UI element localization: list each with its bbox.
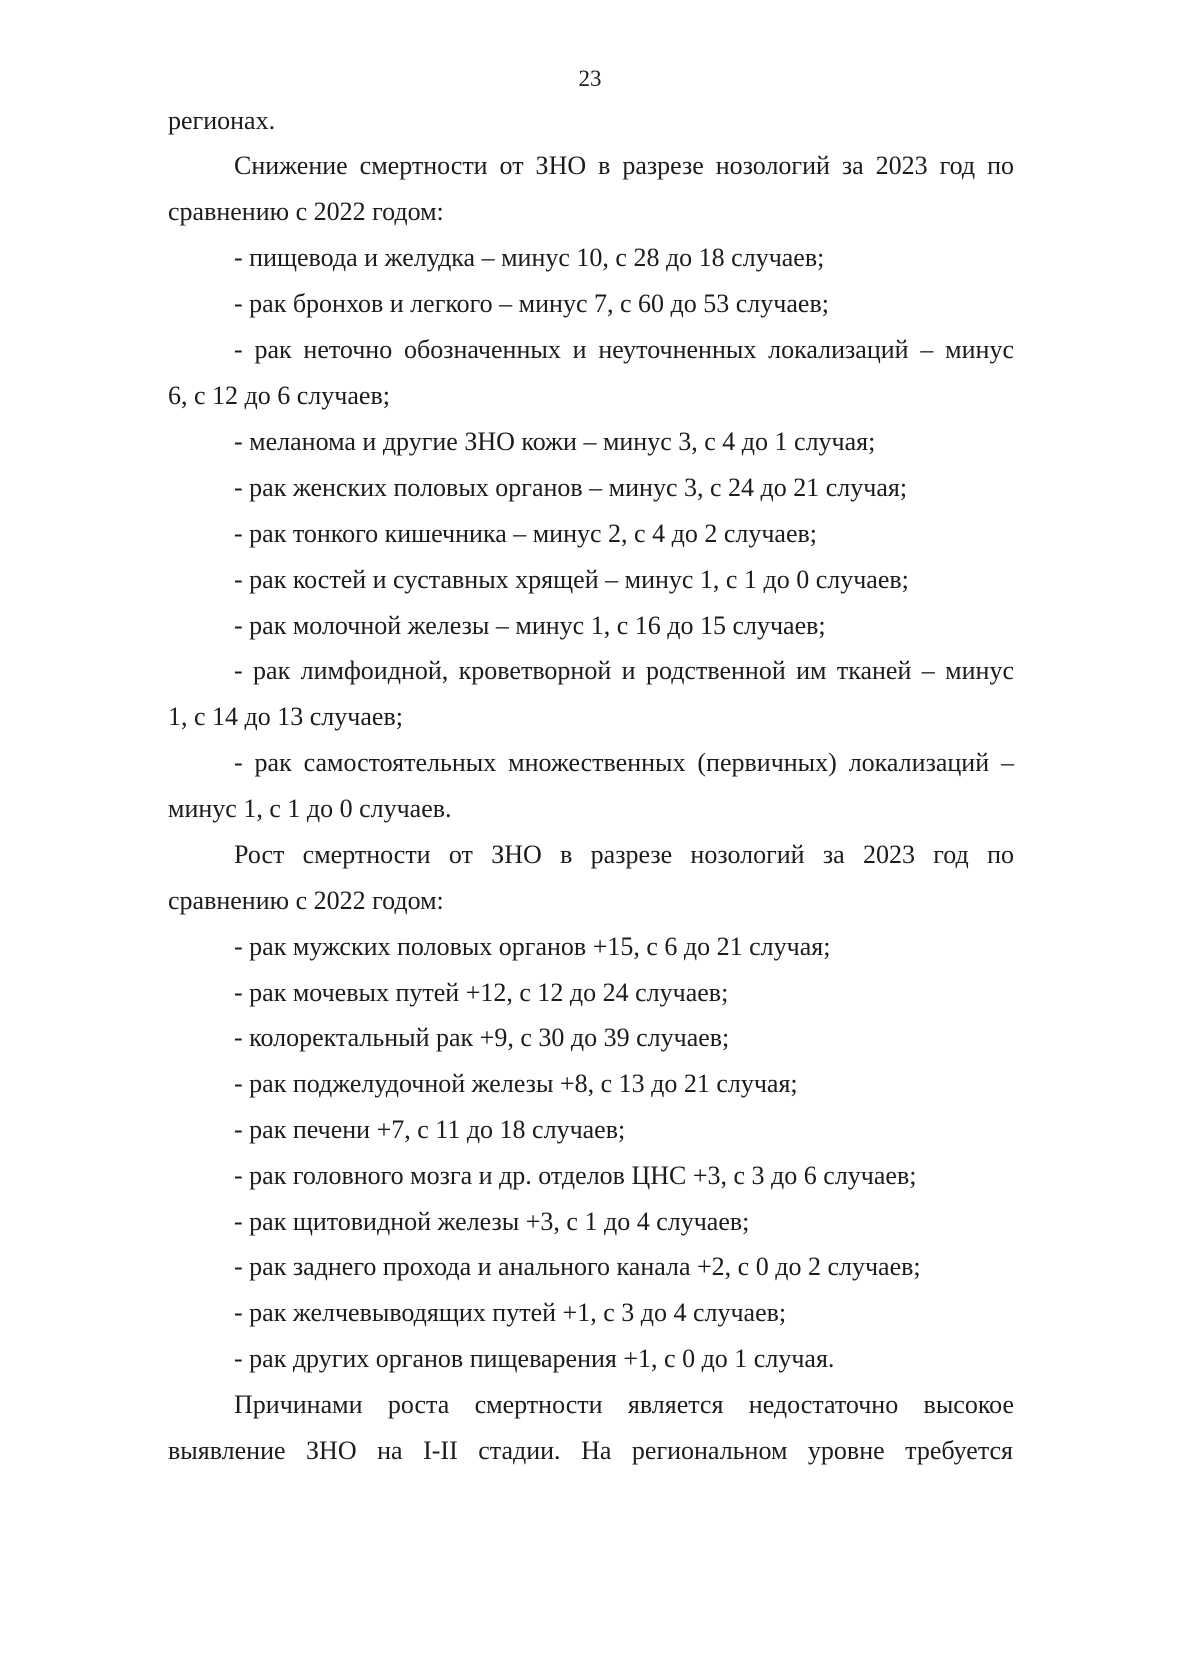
list-item: - рак самостоятельных множественных (первичных) локализаций –	[234, 748, 1014, 777]
list-item: - рак тонкого кишечника – минус 2, с 4 до 2 случаев;	[234, 519, 817, 548]
text-line: регионах.	[168, 106, 276, 135]
list-item: - колоректальный рак +9, с 30 до 39 случаев;	[234, 1023, 730, 1052]
text-line: сравнению с 2022 годом:	[168, 886, 444, 915]
text-line: выявление ЗНО на I-II стадии. На региональном уровне требуется	[168, 1436, 1013, 1465]
list-item: - рак женских половых органов – минус 3, с 24 до 21 случая;	[234, 473, 908, 502]
list-item: - пищевода и желудка – минус 10, с 28 до 18 случаев;	[234, 243, 825, 272]
paragraph-heading-decrease: Снижение смертности от ЗНО в разрезе нозологий за 2023 год по	[234, 151, 1014, 180]
list-item: - рак лимфоидной, кроветворной и родственной им тканей – минус	[234, 656, 1014, 685]
list-item: - рак других органов пищеварения +1, с 0 до 1 случая.	[234, 1344, 835, 1373]
list-item: - рак печени +7, с 11 до 18 случаев;	[234, 1115, 626, 1144]
text-line: сравнению с 2022 годом:	[168, 197, 444, 226]
list-item: - рак головного мозга и др. отделов ЦНС +3, с 3 до 6 случаев;	[234, 1161, 917, 1190]
list-item: - рак щитовидной железы +3, с 1 до 4 случаев;	[234, 1207, 750, 1236]
list-item: - рак мочевых путей +12, с 12 до 24 случаев;	[234, 978, 729, 1007]
paragraph-conclusion: Причинами роста смертности является недостаточно высокое	[234, 1390, 1014, 1419]
page-number: 23	[578, 66, 602, 91]
list-item-continuation: 1, с 14 до 13 случаев;	[168, 702, 403, 731]
list-item-continuation: 6, с 12 до 6 случаев;	[168, 381, 390, 410]
list-item: - рак мужских половых органов +15, с 6 до 21 случая;	[234, 932, 831, 961]
paragraph-heading-increase: Рост смертности от ЗНО в разрезе нозологий за 2023 год по	[234, 840, 1014, 869]
list-item: - рак желчевыводящих путей +1, с 3 до 4 случаев;	[234, 1298, 787, 1327]
list-item: - рак заднего прохода и анального канала +2, с 0 до 2 случаев;	[234, 1252, 921, 1281]
list-item: - рак неточно обозначенных и неуточненных локализаций – минус	[234, 335, 1014, 364]
list-item: - рак бронхов и легкого – минус 7, с 60 до 53 случаев;	[234, 289, 829, 318]
list-item-continuation: минус 1, с 1 до 0 случаев.	[168, 794, 452, 823]
list-item: - рак поджелудочной железы +8, с 13 до 21 случая;	[234, 1069, 798, 1098]
list-item: - рак молочной железы – минус 1, с 16 до 15 случаев;	[234, 611, 826, 640]
list-item: - рак костей и суставных хрящей – минус 1, с 1 до 0 случаев;	[234, 565, 909, 594]
list-item: - меланома и другие ЗНО кожи – минус 3, с 4 до 1 случая;	[234, 427, 876, 456]
